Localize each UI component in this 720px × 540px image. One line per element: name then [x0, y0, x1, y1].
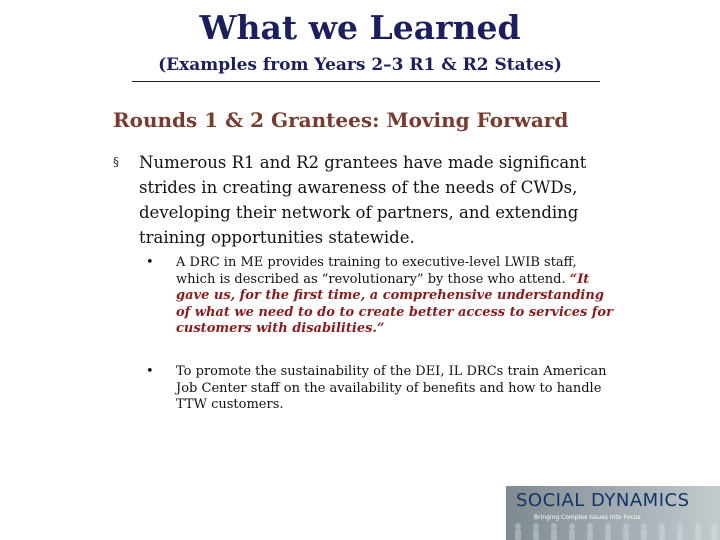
sub-bullet-2	[146, 364, 616, 414]
section-heading: Rounds 1 & 2 Grantees: Moving Forward	[113, 108, 569, 132]
sub-bullet-1-plain: A DRC in ME provides training to executive-level LWIB staff, which is described as “revolutionary” by those who attend.	[176, 255, 577, 287]
bullet-marker: §	[113, 155, 119, 169]
social-dynamics-logo	[506, 486, 720, 540]
main-bullet-text: Numerous R1 and R2 grantees have made significant strides in creating awareness of the needs of CWDs, developing their network of partners, and extending training opportunities statewide.	[139, 153, 587, 247]
bullet-dot: •	[146, 364, 154, 379]
sub-bullet-1	[146, 255, 616, 338]
sub-bullet-2-text: To promote the sustainability of the DEI, IL DRCs train American Job Center staff on the availability of benefits and how to handle TTW customers.	[176, 364, 607, 412]
slide-subtitle: (Examples from Years 2–3 R1 & R2 States)	[158, 55, 562, 75]
main-bullet	[113, 150, 613, 250]
people-silhouettes	[506, 520, 720, 540]
sub-bullet-list	[146, 255, 616, 338]
slide-title: What we Learned	[199, 8, 521, 47]
title-divider	[132, 81, 600, 82]
logo-name: SOCIAL DYNAMICS	[516, 490, 690, 511]
bullet-dot: •	[146, 255, 154, 270]
sub-bullet-1-quote: “It gave us, for the first time, a comprehensive understanding of what we need to do to create better access to services for customers with disabilities.”	[176, 271, 613, 336]
sub-bullet-list-2	[146, 364, 616, 414]
sub-bullet-1-text	[176, 255, 616, 338]
people-graphic	[506, 520, 720, 540]
logo-tagline: Bringing Complex Issues Into Focus	[534, 514, 641, 521]
